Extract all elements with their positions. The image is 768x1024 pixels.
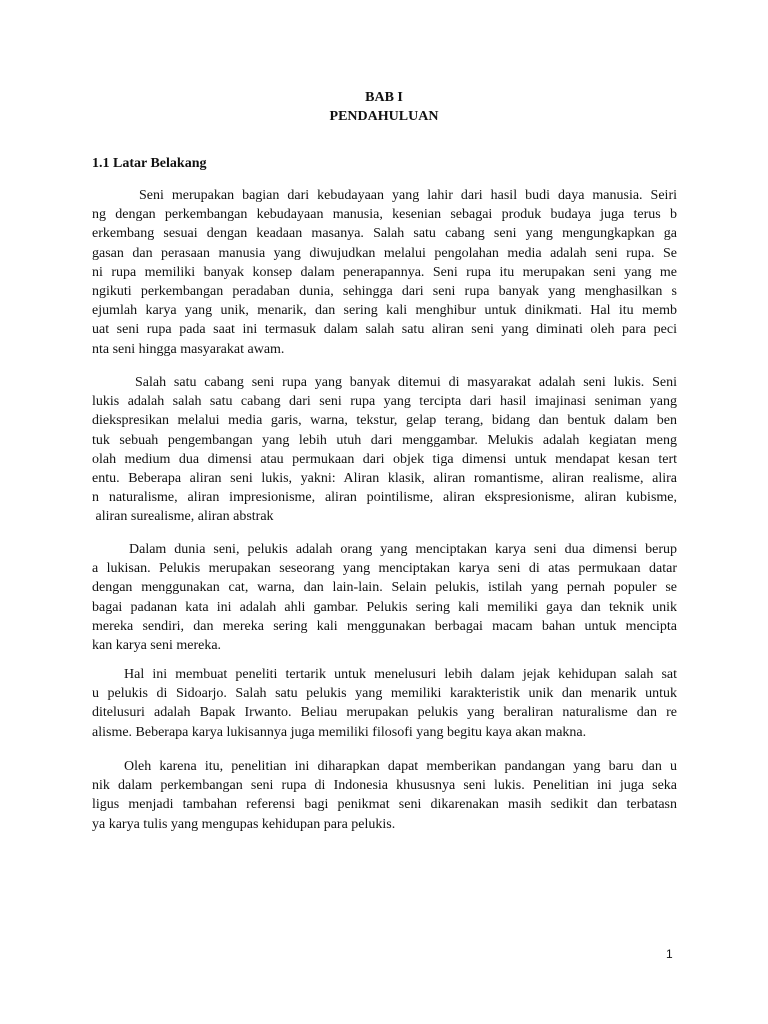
chapter-title: PENDAHULUAN xyxy=(329,109,439,124)
paragraph-line: u pelukis di Sidoarjo. Salah satu pelukis yang memiliki karakteristik unik dan menarik untuk xyxy=(92,686,677,702)
paragraph-line: Dalam dunia seni, pelukis adalah orang yang menciptakan karya seni dua dimensi berup xyxy=(129,542,677,557)
paragraph-line: lukis adalah salah satu cabang dari seni rupa yang tercipta dari hasil imajinasi seniman yang xyxy=(92,394,677,410)
paragraph-line: ya karya tulis yang mengupas kehidupan para pelukis. xyxy=(92,816,396,832)
paragraph-line: tuk sebuah pengembangan yang lebih utuh dari menggambar. Melukis adalah kegiatan meng xyxy=(92,432,677,448)
paragraph-line: uat seni rupa pada saat ini termasuk dalam salah satu aliran seni yang diminati oleh para peci xyxy=(92,322,677,338)
paragraph-line: Salah satu cabang seni rupa yang banyak ditemui di masyarakat adalah seni lukis. Seni xyxy=(135,375,677,390)
paragraph-line: aliran surealisme, aliran abstrak xyxy=(92,509,274,525)
paragraph-line: ditelusuri adalah Bapak Irwanto. Beliau merupakan pelukis yang beraliran naturalisme dan re xyxy=(92,705,677,721)
paragraph-line: gasan dan perasaan manusia yang diwujudkan melalui pengolahan media adalah seni rupa. Se xyxy=(92,245,677,261)
paragraph-line: a lukisan. Pelukis merupakan seseorang yang menciptakan karya seni di atas permukaan datar xyxy=(92,561,677,577)
section-title: 1.1 Latar Belakang xyxy=(92,156,207,171)
paragraph-line: n naturalisme, aliran impresionisme, aliran pointilisme, aliran ekspresionisme, aliran kubisme, xyxy=(92,490,677,506)
paragraph-line: Seni merupakan bagian dari kebudayaan yang lahir dari hasil budi daya manusia. Seiri xyxy=(139,188,677,203)
paragraph-line: alisme. Beberapa karya lukisannya juga memiliki filosofi yang begitu kaya akan makna. xyxy=(92,724,587,740)
paragraph-line: kan karya seni mereka. xyxy=(92,638,222,653)
page-number: 1 xyxy=(666,947,673,961)
paragraph-line: bagai padanan kata ini adalah ahli gambar. Pelukis sering kali memiliki gaya dan teknik unik xyxy=(92,599,677,615)
paragraph-line: ejumlah karya yang unik, menarik, dan sering kali menghibur untuk dinikmati. Hal itu memb xyxy=(92,303,677,319)
paragraph-line: nta seni hingga masyarakat awam. xyxy=(92,341,285,357)
paragraph-line: olah medium dua dimensi atau permukaan dari objek tiga dimensi untuk mendapat kesan tert xyxy=(92,451,677,467)
paragraph-line: dengan menggunakan cat, warna, dan lain-lain. Selain pelukis, istilah yang pernah populer se xyxy=(92,580,677,596)
paragraph-line: ni rupa memiliki banyak konsep dalam penerapannya. Seni rupa itu merupakan seni yang me xyxy=(92,264,677,280)
paragraph-line: ng dengan perkembangan kebudayaan manusia, kesenian sebagai produk budaya juga terus b xyxy=(92,207,677,223)
paragraph-line: entu. Beberapa aliran seni lukis, yakni: Aliran klasik, aliran romantisme, aliran realisme, alira xyxy=(92,471,677,486)
paragraph-line: Hal ini membuat peneliti tertarik untuk menelusuri lebih dalam jejak kehidupan salah sat xyxy=(124,667,677,682)
paragraph-line: Oleh karena itu, penelitian ini diharapkan dapat memberikan pandangan yang baru dan u xyxy=(124,759,677,774)
chapter-label: BAB I xyxy=(365,90,403,105)
paragraph-line: ngikuti perkembangan peradaban dunia, sehingga dari seni rupa banyak yang menghasilkan s xyxy=(92,284,677,299)
paragraph-line: ligus menjadi tambahan referensi bagi penikmat seni dikarenakan masih sedikit dan terbatasn xyxy=(92,797,677,813)
paragraph-line: nik dalam perkembangan seni rupa di Indonesia khususnya seni lukis. Penelitian ini juga seka xyxy=(92,778,677,794)
paragraph-line: diekspresikan melalui media garis, warna, tekstur, gelap terang, bidang dan bentuk dalam ben xyxy=(92,413,677,429)
paragraph-line: mereka sendiri, dan mereka sering kali menggunakan berbagai macam bahan untuk mencipta xyxy=(92,618,677,634)
paragraph-line: erkembang sesuai dengan keadaan masanya. Salah satu cabang seni yang mengungkapkan ga xyxy=(92,226,677,242)
